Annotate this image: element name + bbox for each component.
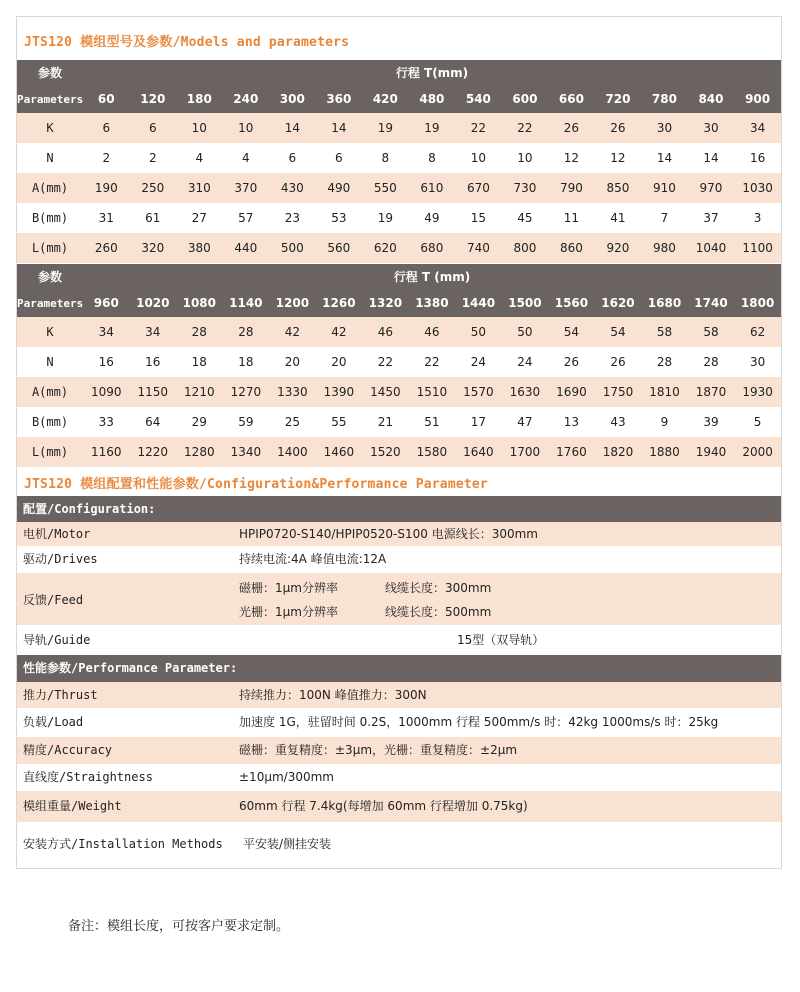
stroke-cell: 1740 [688, 289, 735, 317]
table-cell: 430 [269, 173, 316, 203]
table-cell: 54 [548, 317, 595, 347]
stroke-label: 行程 T(mm) [83, 60, 781, 85]
stroke-cell: 1800 [734, 289, 781, 317]
table-cell: 2 [83, 143, 130, 173]
table-cell: 47 [502, 407, 549, 437]
table-cell: 25 [269, 407, 316, 437]
table-cell: 42 [316, 317, 363, 347]
table-cell: 27 [176, 203, 223, 233]
table-cell: 16 [83, 347, 130, 377]
footnote: 备注：模组长度，可按客户要求定制。 [68, 919, 290, 934]
table-cell: 440 [223, 233, 270, 263]
table-cell: 18 [176, 347, 223, 377]
performance-header: 性能参数/Performance Parameter: [17, 655, 781, 682]
stroke-cell: 180 [176, 85, 223, 113]
row-label: K [17, 113, 83, 143]
stroke-cell: 1320 [362, 289, 409, 317]
table-cell: 1390 [316, 377, 363, 407]
stroke-cell: 1560 [548, 289, 595, 317]
section-title-models: JTS120 模组型号及参数/Models and parameters [24, 35, 350, 50]
table-cell: 920 [595, 233, 642, 263]
table-cell: 49 [409, 203, 456, 233]
table-cell: 490 [316, 173, 363, 203]
table-cell: 5 [734, 407, 781, 437]
table-cell: 1330 [269, 377, 316, 407]
accuracy-value: 磁栅：重复精度：±3μm，光栅：重复精度：±2μm [239, 743, 518, 757]
stroke-cell: 120 [130, 85, 177, 113]
drives-value: 持续电流:4A 峰值电流:12A [239, 552, 387, 566]
install-row [17, 822, 781, 866]
feed-optical-resolution: 光栅：1μm分辨率 [239, 605, 338, 619]
table-cell: 16 [734, 143, 781, 173]
table-row [17, 437, 781, 467]
table-cell: 190 [83, 173, 130, 203]
table-cell: 42 [269, 317, 316, 347]
table-cell: 13 [548, 407, 595, 437]
table-cell: 1450 [362, 377, 409, 407]
table-cell: 670 [455, 173, 502, 203]
table-cell: 51 [409, 407, 456, 437]
table-cell: 1030 [734, 173, 781, 203]
weight-row [17, 791, 781, 822]
table-cell: 43 [595, 407, 642, 437]
table-cell: 21 [362, 407, 409, 437]
table-cell: 8 [362, 143, 409, 173]
table-cell: 14 [269, 113, 316, 143]
table-cell: 3 [734, 203, 781, 233]
stroke-cell: 540 [455, 85, 502, 113]
models-table-2 [17, 264, 781, 467]
table-header-row [17, 60, 781, 85]
stroke-cell: 1680 [641, 289, 688, 317]
table-cell: 34 [130, 317, 177, 347]
stroke-cell: 1380 [409, 289, 456, 317]
motor-row [17, 522, 781, 546]
table-cell: 740 [455, 233, 502, 263]
table-cell: 14 [641, 143, 688, 173]
table-cell: 1270 [223, 377, 270, 407]
table-cell: 2000 [734, 437, 781, 467]
motor-value: HPIP0720-S140/HPIP0520-S100 电源线长：300mm [239, 527, 538, 541]
table-cell: 58 [688, 317, 735, 347]
table-cell: 680 [409, 233, 456, 263]
stroke-cell: 60 [83, 85, 130, 113]
feed-magnetic-resolution: 磁栅：1μm分辨率 [239, 581, 338, 595]
table-cell: 12 [548, 143, 595, 173]
table-row [17, 113, 781, 143]
table-cell: 500 [269, 233, 316, 263]
table-cell: 1090 [83, 377, 130, 407]
table-cell: 1520 [362, 437, 409, 467]
table-cell: 800 [502, 233, 549, 263]
table-cell: 30 [734, 347, 781, 377]
stroke-cell: 660 [548, 85, 595, 113]
param-en-label: Parameters [17, 85, 83, 113]
straightness-row [17, 764, 781, 791]
load-label: 负载/Load [23, 715, 84, 729]
table-cell: 6 [130, 113, 177, 143]
stroke-cell: 1500 [502, 289, 549, 317]
stroke-row [17, 85, 781, 113]
table-cell: 4 [223, 143, 270, 173]
param-en-label: Parameters [17, 289, 83, 317]
table-cell: 320 [130, 233, 177, 263]
stroke-cell: 1620 [595, 289, 642, 317]
stroke-cell: 900 [734, 85, 781, 113]
guide-label: 导轨/Guide [23, 633, 91, 647]
install-value: 平安装/侧挂安装 [243, 837, 332, 851]
table-cell: 19 [409, 113, 456, 143]
table-row [17, 317, 781, 347]
stroke-cell: 1200 [269, 289, 316, 317]
table-cell: 59 [223, 407, 270, 437]
section-title-config: JTS120 模组配置和性能参数/Configuration&Performance Parameter [24, 477, 488, 492]
table-cell: 37 [688, 203, 735, 233]
table-cell: 370 [223, 173, 270, 203]
stroke-cell: 960 [83, 289, 130, 317]
load-row [17, 708, 781, 737]
table-cell: 14 [688, 143, 735, 173]
row-label: K [17, 317, 83, 347]
table-cell: 550 [362, 173, 409, 203]
table-cell: 1930 [734, 377, 781, 407]
table-cell: 1100 [734, 233, 781, 263]
drives-row [17, 546, 781, 573]
table-cell: 4 [176, 143, 223, 173]
table-cell: 1460 [316, 437, 363, 467]
thrust-value: 持续推力：100N 峰值推力：300N [239, 688, 427, 702]
table-cell: 1700 [502, 437, 549, 467]
stroke-cell: 420 [362, 85, 409, 113]
feed-magnetic-cable: 线缆长度：300mm [385, 581, 492, 595]
table-cell: 19 [362, 203, 409, 233]
table-cell: 790 [548, 173, 595, 203]
table-cell: 23 [269, 203, 316, 233]
table-cell: 28 [641, 347, 688, 377]
table-cell: 30 [688, 113, 735, 143]
table-cell: 10 [502, 143, 549, 173]
table-cell: 29 [176, 407, 223, 437]
table-cell: 22 [455, 113, 502, 143]
table-cell: 30 [641, 113, 688, 143]
stroke-label: 行程 T (mm) [83, 264, 781, 289]
row-label: L(mm) [17, 233, 83, 263]
table-cell: 2 [130, 143, 177, 173]
table-cell: 560 [316, 233, 363, 263]
table-cell: 28 [176, 317, 223, 347]
table-row [17, 203, 781, 233]
stroke-cell: 840 [688, 85, 735, 113]
stroke-cell: 360 [316, 85, 363, 113]
stroke-cell: 780 [641, 85, 688, 113]
table-cell: 1870 [688, 377, 735, 407]
stroke-cell: 1440 [455, 289, 502, 317]
stroke-cell: 1080 [176, 289, 223, 317]
stroke-cell: 600 [502, 85, 549, 113]
feed-row [17, 573, 781, 625]
table-cell: 730 [502, 173, 549, 203]
table-cell: 34 [83, 317, 130, 347]
drives-label: 驱动/Drives [23, 552, 98, 566]
stroke-cell: 720 [595, 85, 642, 113]
table-cell: 1150 [130, 377, 177, 407]
table-cell: 57 [223, 203, 270, 233]
row-label: N [17, 143, 83, 173]
table-cell: 58 [641, 317, 688, 347]
table-cell: 1580 [409, 437, 456, 467]
install-label: 安装方式/Installation Methods [23, 837, 223, 851]
thrust-row [17, 682, 781, 708]
table-cell: 260 [83, 233, 130, 263]
table-cell: 7 [641, 203, 688, 233]
row-label: A(mm) [17, 173, 83, 203]
table-cell: 24 [455, 347, 502, 377]
row-label: L(mm) [17, 437, 83, 467]
table-cell: 250 [130, 173, 177, 203]
table-cell: 18 [223, 347, 270, 377]
table-cell: 1940 [688, 437, 735, 467]
table-cell: 910 [641, 173, 688, 203]
feed-optical-cable: 线缆长度：500mm [385, 605, 492, 619]
table-cell: 970 [688, 173, 735, 203]
table-row [17, 233, 781, 263]
table-cell: 26 [548, 113, 595, 143]
param-cn-label: 参数 [17, 60, 83, 85]
table-cell: 380 [176, 233, 223, 263]
table-cell: 33 [83, 407, 130, 437]
table-cell: 64 [130, 407, 177, 437]
table-cell: 53 [316, 203, 363, 233]
table-cell: 62 [734, 317, 781, 347]
weight-value: 60mm 行程 7.4kg(每增加 60mm 行程增加 0.75kg) [239, 799, 528, 813]
table-cell: 1820 [595, 437, 642, 467]
table-cell: 12 [595, 143, 642, 173]
table-cell: 620 [362, 233, 409, 263]
table-cell: 850 [595, 173, 642, 203]
table-cell: 9 [641, 407, 688, 437]
table-cell: 860 [548, 233, 595, 263]
table-cell: 10 [223, 113, 270, 143]
stroke-cell: 1140 [223, 289, 270, 317]
table-row [17, 347, 781, 377]
row-label: B(mm) [17, 203, 83, 233]
table-cell: 26 [595, 113, 642, 143]
thrust-label: 推力/Thrust [23, 688, 98, 702]
row-label: B(mm) [17, 407, 83, 437]
table-cell: 610 [409, 173, 456, 203]
models-table-1 [17, 60, 781, 263]
table-cell: 41 [595, 203, 642, 233]
param-cn-label: 参数 [17, 264, 83, 289]
table-cell: 1810 [641, 377, 688, 407]
table-cell: 6 [83, 113, 130, 143]
accuracy-row [17, 737, 781, 764]
table-row [17, 407, 781, 437]
table-cell: 8 [409, 143, 456, 173]
table-cell: 45 [502, 203, 549, 233]
table-row [17, 377, 781, 407]
table-cell: 20 [316, 347, 363, 377]
stroke-cell: 300 [269, 85, 316, 113]
table-cell: 15 [455, 203, 502, 233]
table-cell: 1040 [688, 233, 735, 263]
table-cell: 22 [502, 113, 549, 143]
table-cell: 1160 [83, 437, 130, 467]
row-label: N [17, 347, 83, 377]
feed-label: 反馈/Feed [23, 593, 84, 607]
table-cell: 1340 [223, 437, 270, 467]
table-cell: 24 [502, 347, 549, 377]
stroke-cell: 240 [223, 85, 270, 113]
table-cell: 31 [83, 203, 130, 233]
straightness-label: 直线度/Straightness [23, 770, 153, 784]
table-cell: 1570 [455, 377, 502, 407]
table-cell: 1760 [548, 437, 595, 467]
table-cell: 16 [130, 347, 177, 377]
table-cell: 980 [641, 233, 688, 263]
table-cell: 46 [362, 317, 409, 347]
config-header: 配置/Configuration: [17, 496, 781, 522]
stroke-cell: 1020 [130, 289, 177, 317]
table-cell: 22 [409, 347, 456, 377]
table-cell: 34 [734, 113, 781, 143]
table-cell: 310 [176, 173, 223, 203]
table-cell: 1630 [502, 377, 549, 407]
table-row [17, 143, 781, 173]
table-cell: 54 [595, 317, 642, 347]
table-cell: 46 [409, 317, 456, 347]
stroke-cell: 1260 [316, 289, 363, 317]
table-cell: 1750 [595, 377, 642, 407]
table-cell: 1690 [548, 377, 595, 407]
table-cell: 20 [269, 347, 316, 377]
table-cell: 14 [316, 113, 363, 143]
table-cell: 1510 [409, 377, 456, 407]
table-cell: 11 [548, 203, 595, 233]
table-cell: 17 [455, 407, 502, 437]
table-row [17, 173, 781, 203]
table-cell: 55 [316, 407, 363, 437]
stroke-cell: 480 [409, 85, 456, 113]
table-cell: 1400 [269, 437, 316, 467]
guide-row [17, 625, 781, 655]
table-header-row [17, 264, 781, 289]
straightness-value: ±10μm/300mm [239, 770, 334, 784]
table-cell: 1280 [176, 437, 223, 467]
weight-label: 模组重量/Weight [23, 799, 122, 813]
table-cell: 22 [362, 347, 409, 377]
table-cell: 61 [130, 203, 177, 233]
table-cell: 1220 [130, 437, 177, 467]
table-cell: 26 [595, 347, 642, 377]
table-cell: 1880 [641, 437, 688, 467]
table-cell: 1640 [455, 437, 502, 467]
guide-value: 15型（双导轨） [457, 633, 545, 647]
table-cell: 50 [502, 317, 549, 347]
table-cell: 10 [176, 113, 223, 143]
table-cell: 28 [223, 317, 270, 347]
table-cell: 19 [362, 113, 409, 143]
motor-label: 电机/Motor [23, 527, 91, 541]
table-cell: 1210 [176, 377, 223, 407]
row-label: A(mm) [17, 377, 83, 407]
load-value: 加速度 1G，驻留时间 0.2S，1000mm 行程 500mm/s 时：42kg 1000ms/s 时：25kg [239, 715, 719, 729]
table-cell: 26 [548, 347, 595, 377]
stroke-row [17, 289, 781, 317]
table-cell: 39 [688, 407, 735, 437]
table-cell: 28 [688, 347, 735, 377]
accuracy-label: 精度/Accuracy [23, 743, 113, 757]
table-cell: 10 [455, 143, 502, 173]
table-cell: 6 [316, 143, 363, 173]
table-cell: 50 [455, 317, 502, 347]
table-cell: 6 [269, 143, 316, 173]
